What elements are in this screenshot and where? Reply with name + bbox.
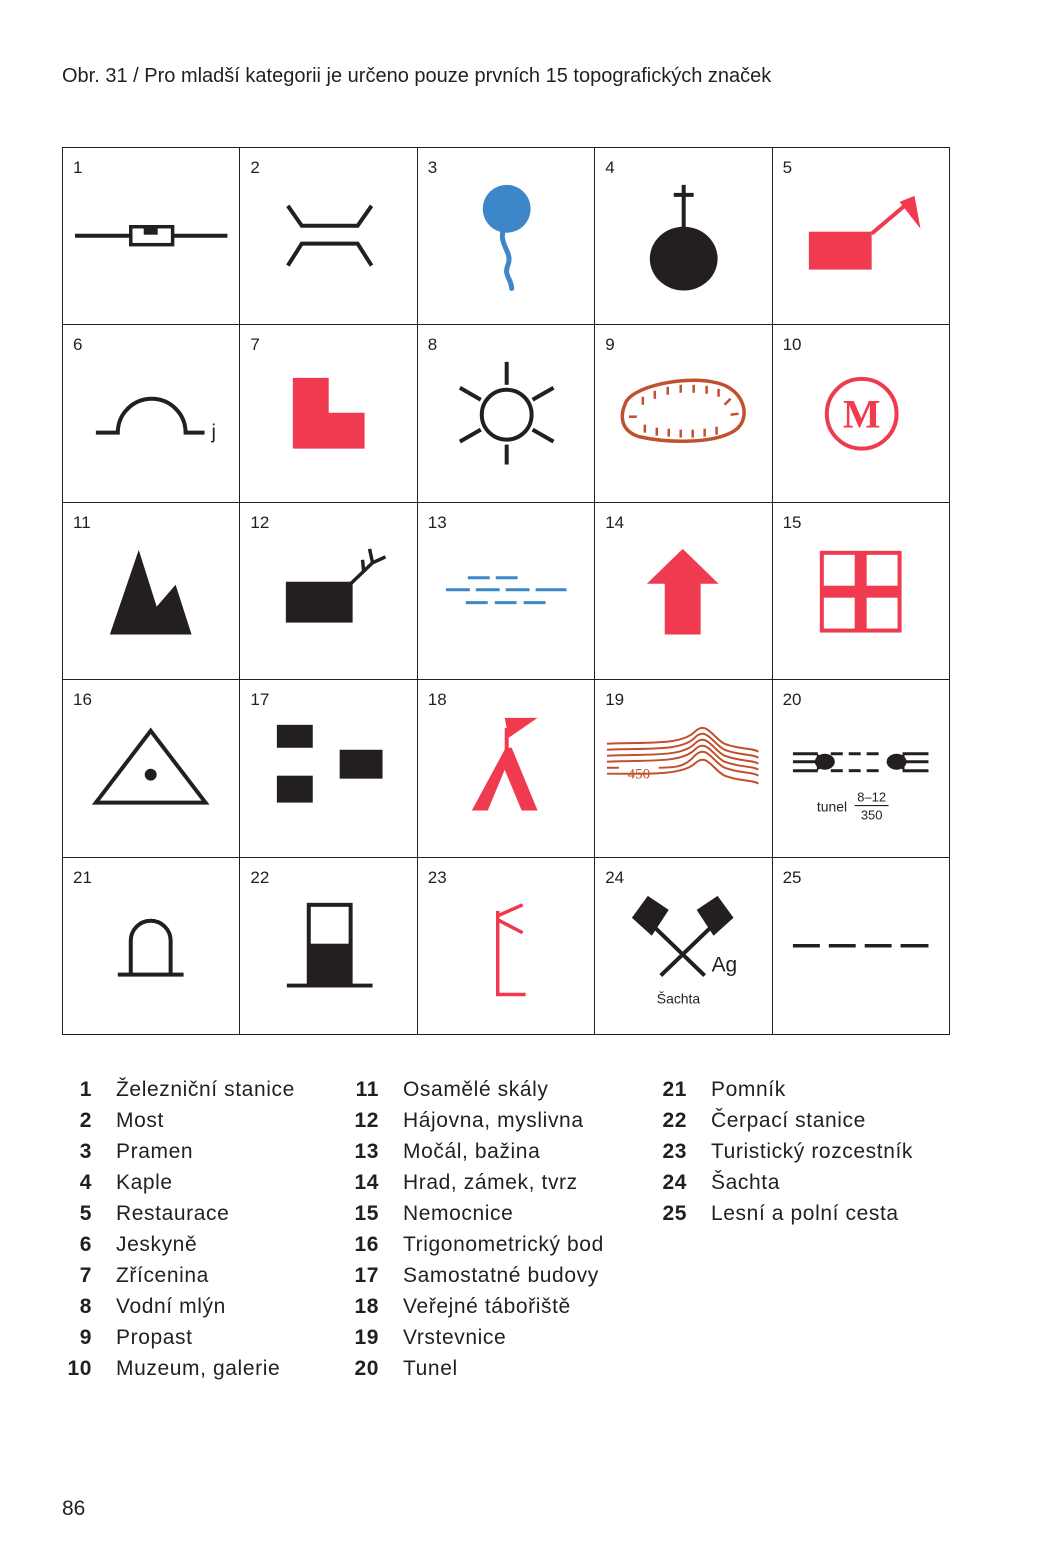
cave-label: j [211, 422, 216, 445]
legend-text: Veřejné tábořiště [403, 1295, 571, 1318]
legend-item [657, 1171, 913, 1202]
symbol-grid [62, 147, 950, 1035]
symbol-cell [418, 148, 595, 325]
mine-shaft-icon [595, 858, 771, 1034]
symbol-cell [418, 858, 595, 1035]
legend-text: Pramen [116, 1140, 194, 1163]
legend-text: Samostatné budovy [403, 1264, 599, 1287]
buildings-icon [240, 680, 416, 856]
tunnel-label: tunel [816, 798, 847, 815]
legend-item [657, 1140, 913, 1171]
symbol-cell [63, 148, 240, 325]
legend-item [349, 1140, 604, 1171]
cell-number: 22 [250, 867, 270, 887]
legend-text: Hrad, zámek, tvrz [403, 1171, 578, 1194]
legend-number: 24 [662, 1171, 687, 1194]
legend-item [349, 1202, 604, 1233]
ruin-icon [240, 325, 416, 501]
legend-number: 5 [79, 1202, 92, 1225]
castle-icon [595, 503, 771, 679]
legend-item [62, 1295, 295, 1326]
cell-number: 4 [605, 158, 615, 177]
legend-item [62, 1326, 295, 1357]
legend-text: Zřícenina [116, 1264, 209, 1287]
cell-number: 7 [250, 335, 260, 355]
abyss-icon [595, 325, 771, 501]
legend-text: Propast [116, 1326, 193, 1349]
gamekeeper-lodge-icon [240, 503, 416, 679]
watermill-icon [418, 325, 594, 501]
legend-number: 9 [79, 1326, 92, 1349]
legend-column [349, 1078, 604, 1388]
cell-number: 13 [427, 512, 447, 532]
legend-number: 15 [354, 1202, 379, 1225]
symbol-cell [773, 858, 950, 1035]
symbol-cell [418, 680, 595, 857]
gas-station-icon [240, 858, 416, 1034]
legend-number: 16 [354, 1233, 379, 1256]
restaurant-icon [773, 148, 949, 324]
legend-number: 19 [354, 1326, 379, 1349]
legend-number: 18 [354, 1295, 379, 1318]
legend-number: 4 [79, 1171, 92, 1194]
contour-lines-icon [595, 680, 771, 856]
legend-text: Vodní mlýn [116, 1295, 226, 1318]
legend-text: Tunel [403, 1357, 458, 1380]
legend-number: 1 [79, 1078, 92, 1101]
symbol-cell [240, 148, 417, 325]
cell-number: 3 [427, 158, 438, 177]
legend-item [62, 1109, 295, 1140]
railway-station-icon [63, 148, 239, 324]
legend-item [349, 1326, 604, 1357]
tunnel-fraction-bottom: 350 [860, 807, 883, 823]
legend-item [657, 1078, 913, 1109]
cell-number: 18 [427, 690, 447, 710]
page-number: 86 [62, 1497, 86, 1520]
trig-point-icon [63, 680, 239, 856]
bridge-icon [240, 148, 416, 324]
legend-text: Osamělé skály [403, 1078, 549, 1101]
cell-number: 11 [73, 512, 91, 532]
cell-number: 25 [782, 867, 802, 887]
mine-sublabel: Šachta [656, 990, 701, 1007]
legend-column [62, 1078, 295, 1388]
cell-number: 6 [73, 335, 83, 355]
legend-number: 8 [79, 1295, 92, 1318]
symbol-cell [418, 325, 595, 502]
symbol-cell [63, 858, 240, 1035]
legend-text: Turistický rozcestník [711, 1140, 914, 1163]
forest-path-icon [773, 858, 949, 1034]
legend-item [349, 1264, 604, 1295]
legend-item [349, 1109, 604, 1140]
legend-text: Nemocnice [403, 1202, 514, 1225]
figure-caption: Obr. 31 / Pro mladší kategorii je určeno pouze prvních 15 topografických značek [62, 65, 772, 87]
legend-text: Hájovna, myslivna [403, 1109, 584, 1132]
legend-text: Restaurace [116, 1202, 230, 1225]
symbol-cell [595, 503, 772, 680]
legend-text: Pomník [711, 1078, 786, 1101]
legend-number: 13 [354, 1140, 379, 1163]
legend-item [349, 1357, 604, 1388]
rocks-icon [63, 503, 239, 679]
legend-number: 22 [662, 1109, 687, 1132]
legend-text: Kaple [116, 1171, 173, 1194]
symbol-cell [773, 148, 950, 325]
legend-number: 23 [662, 1140, 687, 1163]
legend-number: 2 [79, 1109, 92, 1132]
legend-item [349, 1295, 604, 1326]
marsh-icon [418, 503, 594, 679]
cell-number: 21 [73, 867, 92, 887]
chapel-icon [595, 148, 771, 324]
legend-number: 3 [79, 1140, 92, 1163]
monument-icon [63, 858, 239, 1034]
legend-item [349, 1171, 604, 1202]
legend-number: 11 [355, 1078, 379, 1101]
legend-number: 6 [79, 1233, 92, 1256]
cell-number: 12 [250, 512, 270, 532]
legend-number: 10 [67, 1357, 92, 1380]
legend-text: Čerpací stanice [711, 1109, 866, 1132]
legend-number: 25 [662, 1202, 687, 1225]
mine-label: Ag [711, 953, 738, 977]
spring-icon [418, 148, 594, 324]
symbol-cell [773, 503, 950, 680]
symbol-cell [418, 503, 595, 680]
cell-number: 19 [605, 690, 625, 710]
legend-number: 12 [354, 1109, 379, 1132]
legend-number: 7 [79, 1264, 92, 1287]
legend-item [349, 1078, 604, 1109]
legend-text: Most [116, 1109, 164, 1132]
legend-item [62, 1078, 295, 1109]
legend-item [62, 1233, 295, 1264]
legend-item [62, 1202, 295, 1233]
legend-text: Jeskyně [116, 1233, 198, 1256]
tunnel-fraction-top: 8–12 [856, 789, 886, 805]
cell-number: 9 [605, 335, 615, 355]
cell-number: 16 [73, 690, 92, 710]
symbol-cell [595, 858, 772, 1035]
symbol-cell [240, 325, 417, 502]
legend-number: 14 [354, 1171, 379, 1194]
legend-text: Močál, bažina [403, 1140, 541, 1163]
legend-text: Muzeum, galerie [116, 1357, 281, 1380]
legend-text: Železniční stanice [116, 1078, 295, 1101]
cell-number: 24 [605, 867, 625, 887]
museum-icon [773, 325, 949, 501]
cell-number: 2 [250, 158, 260, 177]
legend-item [62, 1171, 295, 1202]
symbol-cell [595, 680, 772, 857]
cell-number: 23 [427, 867, 447, 887]
symbol-cell [240, 680, 417, 857]
legend-text: Lesní a polní cesta [711, 1202, 899, 1225]
tunnel-icon [773, 680, 949, 856]
cell-number: 15 [782, 512, 802, 532]
legend-number: 20 [354, 1357, 379, 1380]
legend-text: Vrstevnice [403, 1326, 507, 1349]
symbol-cell [63, 325, 240, 502]
hospital-icon [773, 503, 949, 679]
legend-item [62, 1264, 295, 1295]
legend-item [349, 1233, 604, 1264]
contour-label: 450 [627, 766, 651, 783]
legend-number: 21 [662, 1078, 687, 1101]
symbol-cell [240, 858, 417, 1035]
symbol-cell [773, 680, 950, 857]
signpost-icon [418, 858, 594, 1034]
symbol-cell [595, 325, 772, 502]
symbol-cell [773, 325, 950, 502]
cave-icon [63, 325, 239, 501]
legend-text: Šachta [711, 1171, 780, 1194]
cell-number: 20 [782, 690, 802, 710]
cell-number: 17 [250, 690, 270, 710]
symbol-cell [63, 680, 240, 857]
legend-text: Trigonometrický bod [403, 1233, 604, 1256]
legend-item [62, 1357, 295, 1388]
symbol-cell [63, 503, 240, 680]
legend-column [657, 1078, 913, 1233]
cell-number: 1 [73, 158, 83, 177]
symbol-cell [595, 148, 772, 325]
legend-item [657, 1109, 913, 1140]
legend-number: 17 [354, 1264, 379, 1287]
cell-number: 5 [782, 158, 793, 177]
cell-number: 10 [782, 335, 802, 355]
legend-item [62, 1140, 295, 1171]
legend-item [657, 1202, 913, 1233]
symbol-cell [240, 503, 417, 680]
museum-label: M [842, 392, 881, 438]
cell-number: 14 [605, 512, 625, 532]
campsite-icon [418, 680, 594, 856]
cell-number: 8 [427, 335, 438, 355]
